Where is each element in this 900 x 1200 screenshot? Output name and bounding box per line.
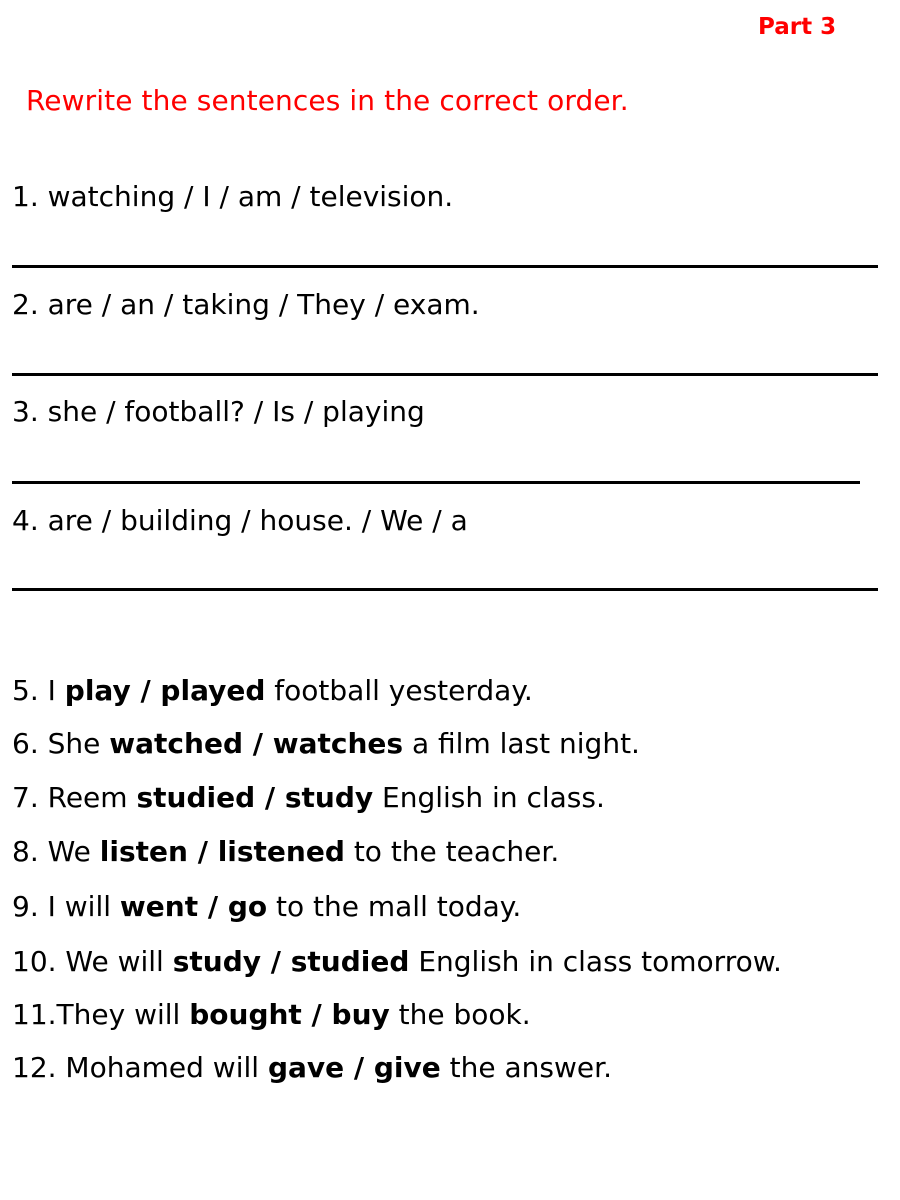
sentence-end: to the teacher. xyxy=(353,835,560,868)
choose-item-6 xyxy=(12,727,640,760)
sentence-end: to the mall today. xyxy=(276,890,522,923)
choose-item-10 xyxy=(12,945,782,978)
verb-choice: study / studied xyxy=(172,945,410,978)
choose-item-8 xyxy=(12,835,559,868)
reorder-item-3: 3. she / football? / Is / playing xyxy=(12,395,425,428)
verb-choice: play / played xyxy=(64,674,266,707)
sentence-start: 5. I xyxy=(12,674,56,707)
sentence-start: 10. We will xyxy=(12,945,164,978)
sentence-start: 6. She xyxy=(12,727,101,760)
sentence-end: a film last night. xyxy=(411,727,640,760)
verb-choice: went / go xyxy=(119,890,268,923)
sentence-start: 11.They will xyxy=(12,998,181,1031)
choose-item-5 xyxy=(12,674,533,707)
sentence-start: 12. Mohamed will xyxy=(12,1051,260,1084)
instruction: Rewrite the sentences in the correct order. xyxy=(26,84,629,117)
sentence-end: English in class. xyxy=(382,781,605,814)
part-label: Part 3 xyxy=(758,14,837,40)
choose-item-11 xyxy=(12,998,531,1031)
sentence-end: the book. xyxy=(398,998,531,1031)
verb-choice: studied / study xyxy=(136,781,374,814)
answer-line-1 xyxy=(12,265,878,268)
answer-line-2 xyxy=(12,373,878,376)
choose-item-7 xyxy=(12,781,605,814)
sentence-start: 7. Reem xyxy=(12,781,128,814)
reorder-item-4: 4. are / building / house. / We / a xyxy=(12,504,468,537)
sentence-start: 8. We xyxy=(12,835,91,868)
choose-item-9 xyxy=(12,890,521,923)
verb-choice: listen / listened xyxy=(99,835,345,868)
sentence-end: football yesterday. xyxy=(274,674,533,707)
answer-line-4 xyxy=(12,588,878,591)
verb-choice: gave / give xyxy=(267,1051,441,1084)
sentence-end: the answer. xyxy=(449,1051,612,1084)
reorder-item-1: 1. watching / I / am / television. xyxy=(12,180,454,213)
verb-choice: watched / watches xyxy=(109,727,404,760)
verb-choice: bought / buy xyxy=(189,998,390,1031)
sentence-end: English in class tomorrow. xyxy=(418,945,782,978)
sentence-start: 9. I will xyxy=(12,890,112,923)
choose-item-12 xyxy=(12,1051,612,1084)
reorder-item-2: 2. are / an / taking / They / exam. xyxy=(12,288,480,321)
answer-line-3 xyxy=(12,481,860,484)
